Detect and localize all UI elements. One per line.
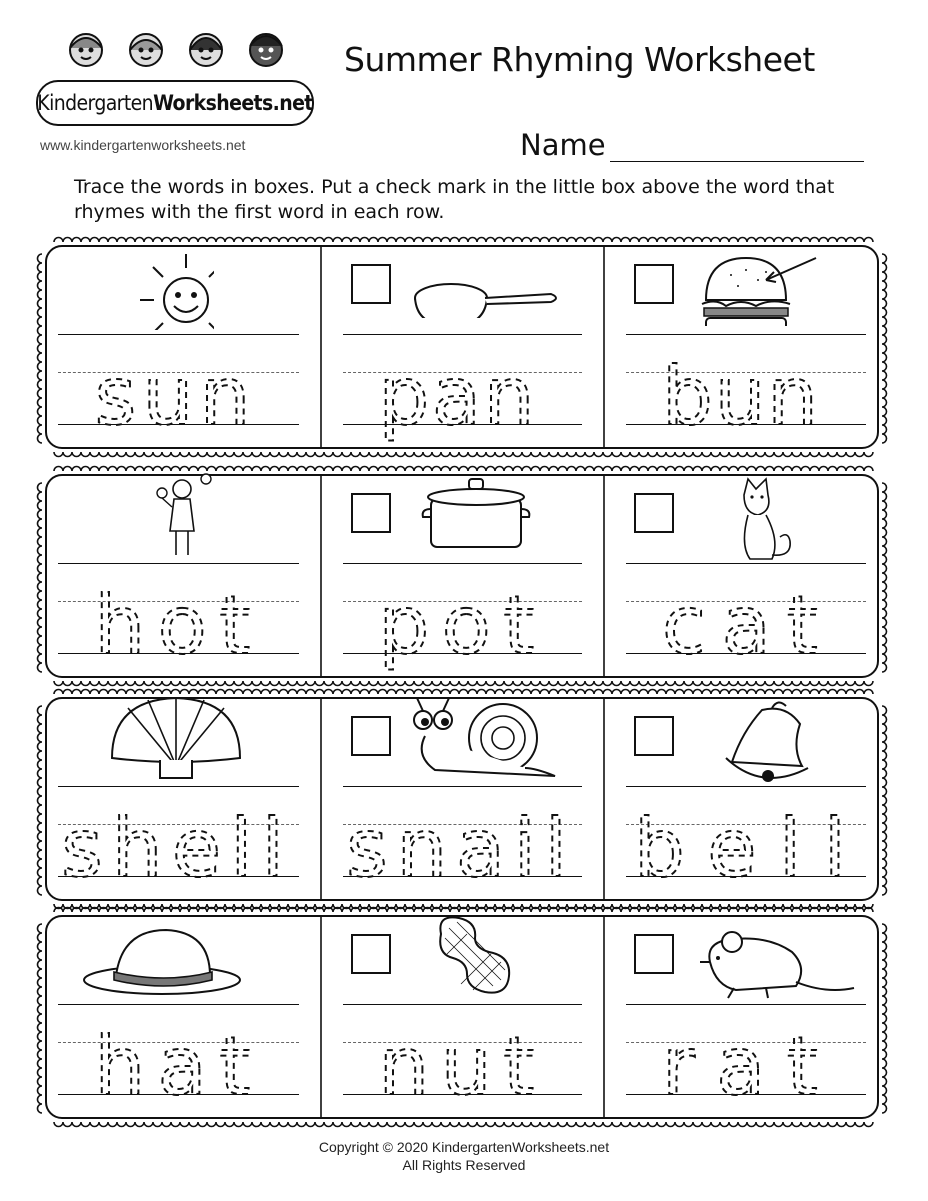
pan-icon	[411, 258, 566, 318]
worksheet-title: Summer Rhyming Worksheet	[344, 40, 815, 79]
svg-text:cat: cat	[662, 579, 830, 672]
svg-text:rat: rat	[662, 1020, 830, 1113]
trace-word-rat[interactable]	[619, 1004, 873, 1114]
svg-text:hot: hot	[94, 579, 263, 672]
seashell-icon	[106, 694, 246, 782]
rhyme-checkbox-bell[interactable]	[634, 716, 674, 756]
svg-text:pan: pan	[378, 350, 547, 443]
word-cell-hat	[36, 906, 321, 1128]
logo-text-bold: Worksheets.net	[153, 91, 313, 115]
trace-word-cat[interactable]	[619, 563, 873, 673]
name-field[interactable]	[520, 128, 870, 168]
trace-word-hot[interactable]	[51, 563, 306, 673]
rhyme-checkbox-nut[interactable]	[351, 934, 391, 974]
pot-icon	[421, 475, 531, 555]
word-cell-sun	[36, 236, 321, 458]
trace-word-pot[interactable]	[336, 563, 589, 673]
rhyme-row	[36, 906, 888, 1128]
name-underline[interactable]	[610, 161, 864, 162]
rhyme-row	[36, 236, 888, 458]
svg-text:sun: sun	[94, 350, 263, 443]
logo-text-regular: Kindergarten	[37, 91, 154, 115]
trace-word-pan[interactable]	[336, 334, 589, 444]
burger-bun-icon	[696, 250, 826, 326]
word-cell-hot	[36, 465, 321, 687]
rhyme-checkbox-pan[interactable]	[351, 264, 391, 304]
hot-girl-icon	[132, 471, 218, 561]
rhyme-checkbox-rat[interactable]	[634, 934, 674, 974]
word-cell-nut	[321, 906, 604, 1128]
trace-word-bell[interactable]	[619, 786, 873, 896]
word-cell-bell	[604, 688, 888, 910]
site-url: www.kindergartenworksheets.net	[40, 137, 246, 153]
sun-icon	[136, 250, 214, 330]
svg-text:bun: bun	[662, 350, 830, 443]
bell-icon	[712, 696, 812, 788]
svg-text:pot: pot	[378, 579, 547, 672]
trace-word-nut[interactable]	[336, 1004, 589, 1114]
rhyme-checkbox-snail[interactable]	[351, 716, 391, 756]
svg-text:nut: nut	[378, 1020, 547, 1113]
word-cell-bun	[604, 236, 888, 458]
rhyme-checkbox-cat[interactable]	[634, 493, 674, 533]
word-cell-pot	[321, 465, 604, 687]
trace-word-sun[interactable]	[51, 334, 306, 444]
svg-text:snail: snail	[346, 802, 579, 895]
word-cell-rat	[604, 906, 888, 1128]
rhyme-checkbox-bun[interactable]	[634, 264, 674, 304]
snail-icon	[405, 696, 565, 778]
cat-icon	[714, 475, 794, 561]
rhyme-row	[36, 688, 888, 910]
peanut-icon	[431, 914, 513, 996]
word-cell-pan	[321, 236, 604, 458]
name-label: Name	[520, 128, 606, 162]
trace-word-shell[interactable]	[51, 786, 306, 896]
word-cell-cat	[604, 465, 888, 687]
trace-word-snail[interactable]	[336, 786, 589, 896]
copyright-text: Copyright © 2020 KindergartenWorksheets.net	[318, 1139, 610, 1155]
kids-faces-icon	[56, 28, 296, 78]
word-cell-shell	[36, 688, 321, 910]
svg-text:shell: shell	[61, 802, 296, 895]
svg-text:hat: hat	[94, 1020, 263, 1113]
rights-text: All Rights Reserved	[402, 1157, 526, 1173]
rhyme-row	[36, 465, 888, 687]
site-logo	[36, 28, 314, 124]
logo-banner	[36, 80, 314, 126]
svg-text:bell: bell	[634, 802, 858, 895]
word-cell-snail	[321, 688, 604, 910]
instructions: Trace the words in boxes. Put a check mark in the little box above the word that rhymes with the first word in each row.	[74, 176, 835, 223]
footer	[0, 1138, 928, 1174]
rhyme-checkbox-pot[interactable]	[351, 493, 391, 533]
sun-hat-icon	[82, 922, 242, 998]
trace-word-bun[interactable]	[619, 334, 873, 444]
rat-icon	[696, 922, 856, 1002]
trace-word-hat[interactable]	[51, 1004, 306, 1114]
